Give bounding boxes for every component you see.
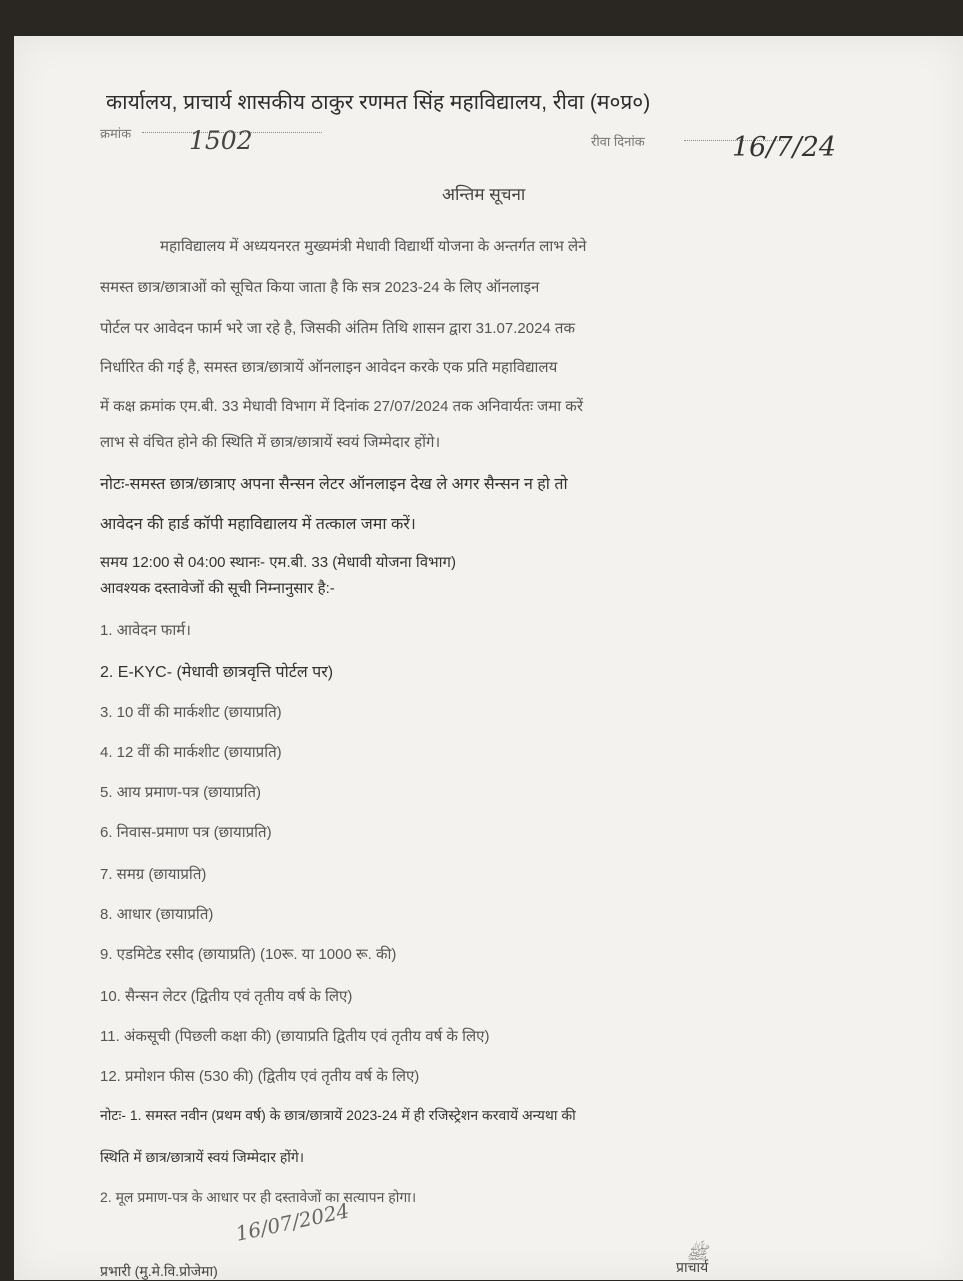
paragraph-line: लाभ से वंचित होने की स्थिति में छात्र/छात्रायें स्वयं जिम्मेदार होंगे।: [100, 434, 441, 451]
paragraph-line: पोर्टल पर आवेदन फार्म भरे जा रहे है, जिसकी अंतिम तिथि शासन द्वारा 31.07.2024 तक: [100, 320, 575, 337]
document-item: 3. 10 वीं की मार्कशीट (छायाप्रति): [100, 704, 282, 721]
documents-heading: आवश्यक दस्तावेजों की सूची निम्नानुसार है:-: [100, 580, 335, 597]
document-item: 10. सैन्सन लेटर (द्वितीय एवं तृतीय वर्ष के लिए): [100, 988, 353, 1005]
date-label: रीवा दिनांक: [591, 134, 645, 149]
principal-signature: ﷺ: [686, 1243, 708, 1264]
document-item: 11. अंकसूची (पिछली कक्षा की) (छायाप्रति द्वितीय एवं तृतीय वर्ष के लिए): [100, 1028, 490, 1045]
document-item: 12. प्रमोशन फीस (530 की) (द्वितीय एवं तृतीय वर्ष के लिए): [100, 1068, 420, 1085]
paragraph-line: समस्त छात्र/छात्राओं को सूचित किया जाता है कि सत्र 2023-24 के लिए ऑनलाइन: [100, 279, 540, 296]
document-item: 5. आय प्रमाण-पत्र (छायाप्रति): [100, 784, 262, 801]
note-line: स्थिति में छात्र/छात्रायें स्वयं जिम्मेदार होंगे।: [100, 1149, 305, 1165]
notice-title: अन्तिम सूचना: [442, 185, 526, 204]
note-line: आवेदन की हार्ड कॉपी महाविद्यालय में तत्काल जमा करें।: [100, 516, 416, 533]
ref-number: 1502: [189, 126, 253, 155]
document-item: 9. एडमिटेड रसीद (छायाप्रति) (10रू. या 1000 रू. की): [100, 946, 397, 963]
note-line: 2. मूल प्रमाण-पत्र के आधार पर ही दस्तावेजों का सत्यापन होगा।: [100, 1189, 417, 1205]
document-item: 4. 12 वीं की मार्कशीट (छायाप्रति): [100, 744, 282, 761]
note-line: नोटः-समस्त छात्र/छात्राए अपना सैन्सन लेटर ऑनलाइन देख ले अगर सैन्सन न हो तो: [100, 476, 568, 493]
document-item: 1. आवेदन फार्म।: [100, 622, 191, 639]
issue-date: 16/7/24: [732, 132, 837, 163]
paragraph-line: में कक्ष क्रमांक एम.बी. 33 मेधावी विभाग में दिनांक 27/07/2024 तक अनिवार्यतः जमा करें: [100, 398, 583, 415]
document-item: 6. निवास-प्रमाण पत्र (छायाप्रति): [100, 824, 272, 841]
note-line: नोटः- 1. समस्त नवीन (प्रथम वर्ष) के छात्र/छात्रायें 2023-24 में ही रजिस्ट्रेशन करवायें अन्यथा की: [100, 1107, 576, 1123]
office-header: कार्यालय, प्राचार्य शासकीय ठाकुर रणमत सिंह महाविद्यालय, रीवा (म०प्र०): [106, 91, 651, 114]
paragraph-line: निर्धारित की गई है, समस्त छात्र/छात्रायें ऑनलाइन आवेदन करके एक प्रति महाविद्यालय: [100, 359, 558, 376]
document-item: 8. आधार (छायाप्रति): [100, 906, 214, 923]
incharge-signatory: प्रभारी (मु.मे.वि.प्रोजेमा): [100, 1263, 218, 1279]
principal-signatory: प्राचार्य: [676, 1259, 709, 1275]
handwritten-date: 16/07/2024: [233, 1198, 352, 1246]
timing-info: समय 12:00 से 04:00 स्थानः- एम.बी. 33 (मेधावी योजना विभाग): [100, 554, 456, 571]
document-item: 7. समग्र (छायाप्रति): [100, 866, 207, 883]
ref-number-label: क्रमांक: [100, 126, 132, 141]
document-item: 2. E-KYC- (मेधावी छात्रवृत्ति पोर्टल पर): [100, 664, 334, 681]
notice-document: [14, 36, 963, 1280]
paragraph-line: महाविद्यालय में अध्ययनरत मुख्यमंत्री मेधावी विद्यार्थी योजना के अन्तर्गत लाभ लेने: [160, 238, 587, 255]
